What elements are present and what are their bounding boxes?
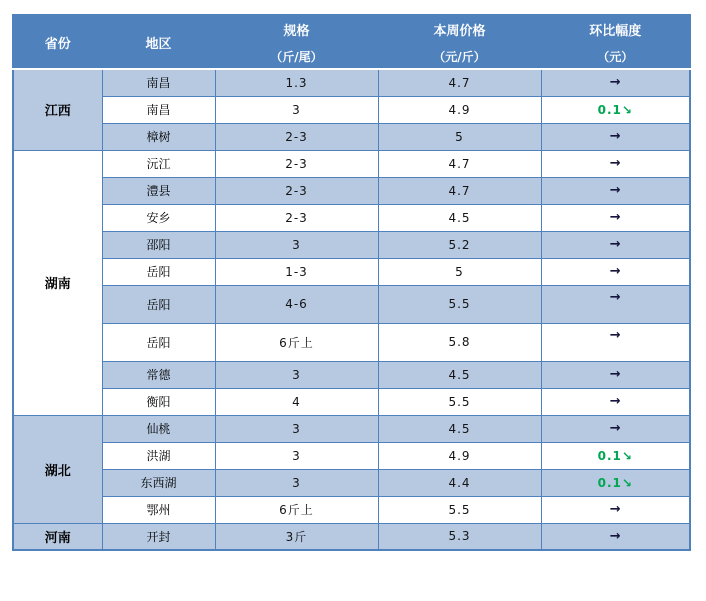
col-header-change	[541, 15, 690, 69]
col-header-change-label: 环比幅度	[589, 23, 642, 39]
table-row	[13, 415, 690, 442]
trend-flat-arrow-icon: →	[609, 237, 621, 252]
table-row	[13, 285, 690, 323]
trend-flat-arrow-icon: →	[609, 327, 621, 343]
table-row	[13, 204, 690, 231]
province-cell: 湖南	[13, 150, 102, 415]
change-cell	[541, 469, 690, 496]
region-cell: 樟树	[102, 123, 215, 150]
col-header-province-label: 省份	[44, 36, 71, 52]
change-cell	[541, 123, 690, 150]
trend-flat-arrow-icon: →	[609, 129, 621, 144]
price-cell: 4.9	[378, 96, 541, 123]
table-row	[13, 323, 690, 361]
province-cell: 江西	[13, 69, 102, 150]
spec-cell: 1.3	[215, 69, 378, 96]
spec-cell: 2-3	[215, 123, 378, 150]
trend-flat-arrow-icon: →	[609, 394, 621, 409]
table-row	[13, 69, 690, 96]
fish-price-table	[12, 14, 691, 551]
region-cell: 澧县	[102, 177, 215, 204]
change-cell	[541, 231, 690, 258]
spec-cell: 2-3	[215, 177, 378, 204]
col-header-spec-unit: （斤/尾）	[270, 49, 323, 64]
region-cell: 南昌	[102, 96, 215, 123]
spec-cell: 4	[215, 388, 378, 415]
region-cell: 仙桃	[102, 415, 215, 442]
trend-flat-arrow-icon: →	[609, 289, 621, 305]
region-cell: 鄂州	[102, 496, 215, 523]
price-cell: 4.5	[378, 361, 541, 388]
price-cell: 4.4	[378, 469, 541, 496]
price-cell: 4.7	[378, 177, 541, 204]
trend-flat-arrow-icon: →	[609, 264, 621, 279]
price-cell: 5	[378, 123, 541, 150]
change-cell	[541, 361, 690, 388]
spec-cell: 3	[215, 231, 378, 258]
province-cell: 湖北	[13, 415, 102, 523]
trend-down-indicator: 0.1↘	[597, 448, 633, 463]
change-cell	[541, 177, 690, 204]
table-row	[13, 177, 690, 204]
spec-cell: 4-6	[215, 285, 378, 323]
price-cell: 5.2	[378, 231, 541, 258]
table-row	[13, 469, 690, 496]
price-cell: 4.9	[378, 442, 541, 469]
header-row	[13, 15, 690, 69]
trend-flat-arrow-icon: →	[609, 502, 621, 517]
price-cell: 5.5	[378, 496, 541, 523]
change-cell	[541, 96, 690, 123]
spec-cell: 2-3	[215, 150, 378, 177]
change-cell	[541, 258, 690, 285]
spec-cell: 3	[215, 469, 378, 496]
region-cell: 岳阳	[102, 258, 215, 285]
spec-cell: 3	[215, 96, 378, 123]
trend-flat-arrow-icon: →	[609, 75, 621, 91]
col-header-province	[13, 15, 102, 69]
region-cell: 衡阳	[102, 388, 215, 415]
price-cell: 4.7	[378, 69, 541, 96]
table-row	[13, 388, 690, 415]
col-header-region	[102, 15, 215, 69]
table-row	[13, 123, 690, 150]
region-cell: 沅江	[102, 150, 215, 177]
trend-down-indicator: 0.1↘	[597, 102, 633, 117]
col-header-region-label: 地区	[145, 36, 172, 52]
region-cell: 岳阳	[102, 285, 215, 323]
table-row	[13, 231, 690, 258]
change-cell	[541, 323, 690, 361]
trend-flat-arrow-icon: →	[609, 421, 621, 436]
trend-flat-arrow-icon: →	[609, 156, 621, 171]
table-row	[13, 361, 690, 388]
region-cell: 邵阳	[102, 231, 215, 258]
change-cell	[541, 285, 690, 323]
trend-flat-arrow-icon: →	[609, 210, 621, 225]
price-cell: 5.5	[378, 285, 541, 323]
trend-flat-arrow-icon: →	[609, 183, 621, 198]
spec-cell: 3斤	[215, 523, 378, 550]
table-row	[13, 496, 690, 523]
table-row	[13, 96, 690, 123]
price-cell: 5.8	[378, 323, 541, 361]
price-cell: 5	[378, 258, 541, 285]
spec-cell: 3	[215, 361, 378, 388]
table-row	[13, 258, 690, 285]
change-cell	[541, 69, 690, 96]
spec-cell: 3	[215, 415, 378, 442]
spec-cell: 6斤上	[215, 323, 378, 361]
region-cell: 常德	[102, 361, 215, 388]
col-header-spec	[215, 15, 378, 69]
province-cell: 河南	[13, 523, 102, 550]
price-cell: 5.3	[378, 523, 541, 550]
change-cell	[541, 442, 690, 469]
col-header-spec-label: 规格	[283, 23, 310, 39]
col-header-price-unit: （元/斤）	[433, 49, 486, 64]
price-cell: 5.5	[378, 388, 541, 415]
spec-cell: 1-3	[215, 258, 378, 285]
change-cell	[541, 388, 690, 415]
change-cell	[541, 150, 690, 177]
region-cell: 安乡	[102, 204, 215, 231]
region-cell: 洪湖	[102, 442, 215, 469]
trend-flat-arrow-icon: →	[609, 528, 621, 544]
trend-flat-arrow-icon: →	[609, 367, 621, 382]
col-header-price-label: 本周价格	[433, 23, 486, 39]
change-cell	[541, 496, 690, 523]
trend-down-indicator: 0.1↘	[597, 475, 633, 490]
table-row	[13, 523, 690, 550]
table-row	[13, 442, 690, 469]
change-cell	[541, 523, 690, 550]
spec-cell: 3	[215, 442, 378, 469]
change-cell	[541, 415, 690, 442]
change-cell	[541, 204, 690, 231]
price-cell: 4.5	[378, 415, 541, 442]
table-body	[13, 69, 690, 550]
spec-cell: 6斤上	[215, 496, 378, 523]
price-cell: 4.5	[378, 204, 541, 231]
region-cell: 南昌	[102, 69, 215, 96]
table-header	[13, 15, 690, 69]
region-cell: 开封	[102, 523, 215, 550]
region-cell: 东西湖	[102, 469, 215, 496]
table-row	[13, 150, 690, 177]
col-header-price	[378, 15, 541, 69]
col-header-change-unit: （元）	[597, 49, 634, 64]
spec-cell: 2-3	[215, 204, 378, 231]
region-cell: 岳阳	[102, 323, 215, 361]
price-cell: 4.7	[378, 150, 541, 177]
